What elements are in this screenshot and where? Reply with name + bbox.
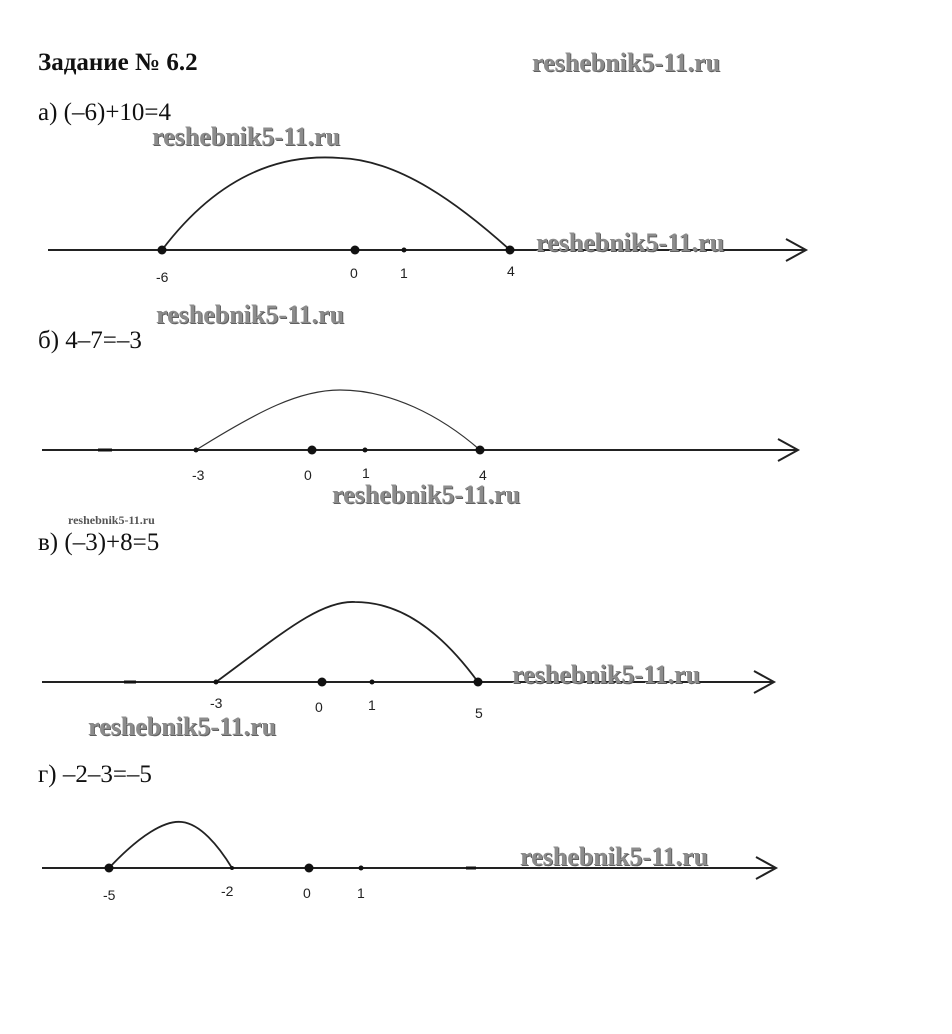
tick-label-d-1: -5 (103, 887, 116, 903)
point-0-d (305, 864, 314, 873)
point-minus2-d (230, 866, 234, 870)
watermark-c-right: reshebnik5-11.ru (512, 660, 701, 689)
watermark-top: reshebnik5-11.ru (532, 48, 721, 77)
jump-arc-c (216, 602, 478, 682)
tick-label-c-3: 1 (368, 697, 376, 713)
equation-a: а) (–6)+10=4 (38, 99, 172, 126)
axis-arrow-c (754, 671, 774, 693)
equation-d: г) –2–3=–5 (38, 761, 152, 788)
tick-label-a-2: 0 (350, 265, 358, 281)
tick-label-b-3: 1 (362, 465, 370, 481)
watermark-c-bottom: reshebnik5-11.ru (88, 712, 277, 741)
point-minus3-b (194, 448, 199, 453)
tick-label-d-4: 1 (357, 885, 365, 901)
equation-b: б) 4–7=–3 (38, 327, 142, 354)
axis-arrow-b (778, 439, 798, 461)
task-heading: Задание № 6.2 (38, 49, 198, 76)
axis-arrow-d (756, 857, 776, 879)
watermark-b-bottom: reshebnik5-11.ru (332, 480, 521, 509)
tick-label-c-1: -3 (210, 695, 223, 711)
tick-label-d-3: 0 (303, 885, 311, 901)
tick-label-b-4: 4 (479, 467, 487, 483)
watermark-a-right: reshebnik5-11.ru (536, 228, 725, 257)
point-minus3-c (214, 680, 219, 685)
point-0-c (318, 678, 327, 687)
watermark-b-top: reshebnik5-11.ru (156, 300, 345, 329)
watermark-small: reshebnik5-11.ru (68, 513, 155, 527)
point-1-c (370, 680, 375, 685)
point-1-d (359, 866, 364, 871)
tick-label-a-4: 4 (507, 263, 515, 279)
point-minus5-d (105, 864, 114, 873)
tick-label-b-1: -3 (192, 467, 205, 483)
point-0-b (308, 446, 317, 455)
tick-label-a-1: -6 (156, 269, 169, 285)
tick-label-c-4: 5 (475, 705, 483, 721)
point-5-c (474, 678, 483, 687)
equation-c: в) (–3)+8=5 (38, 529, 160, 556)
tick-label-b-2: 0 (304, 467, 312, 483)
watermark-a-top: reshebnik5-11.ru (152, 122, 341, 151)
jump-arc-b (196, 390, 480, 450)
point-minus6-a (158, 246, 167, 255)
point-0-a (351, 246, 360, 255)
jump-arc-d (109, 822, 232, 868)
point-4-b (476, 446, 485, 455)
axis-arrow-a (786, 239, 806, 261)
tick-label-a-3: 1 (400, 265, 408, 281)
point-1-b (363, 448, 368, 453)
jump-arc-a (162, 157, 510, 250)
point-1-a (402, 248, 407, 253)
watermark-d-right: reshebnik5-11.ru (520, 842, 709, 871)
point-4-a (506, 246, 515, 255)
tick-label-d-2: -2 (221, 883, 234, 899)
tick-label-c-2: 0 (315, 699, 323, 715)
